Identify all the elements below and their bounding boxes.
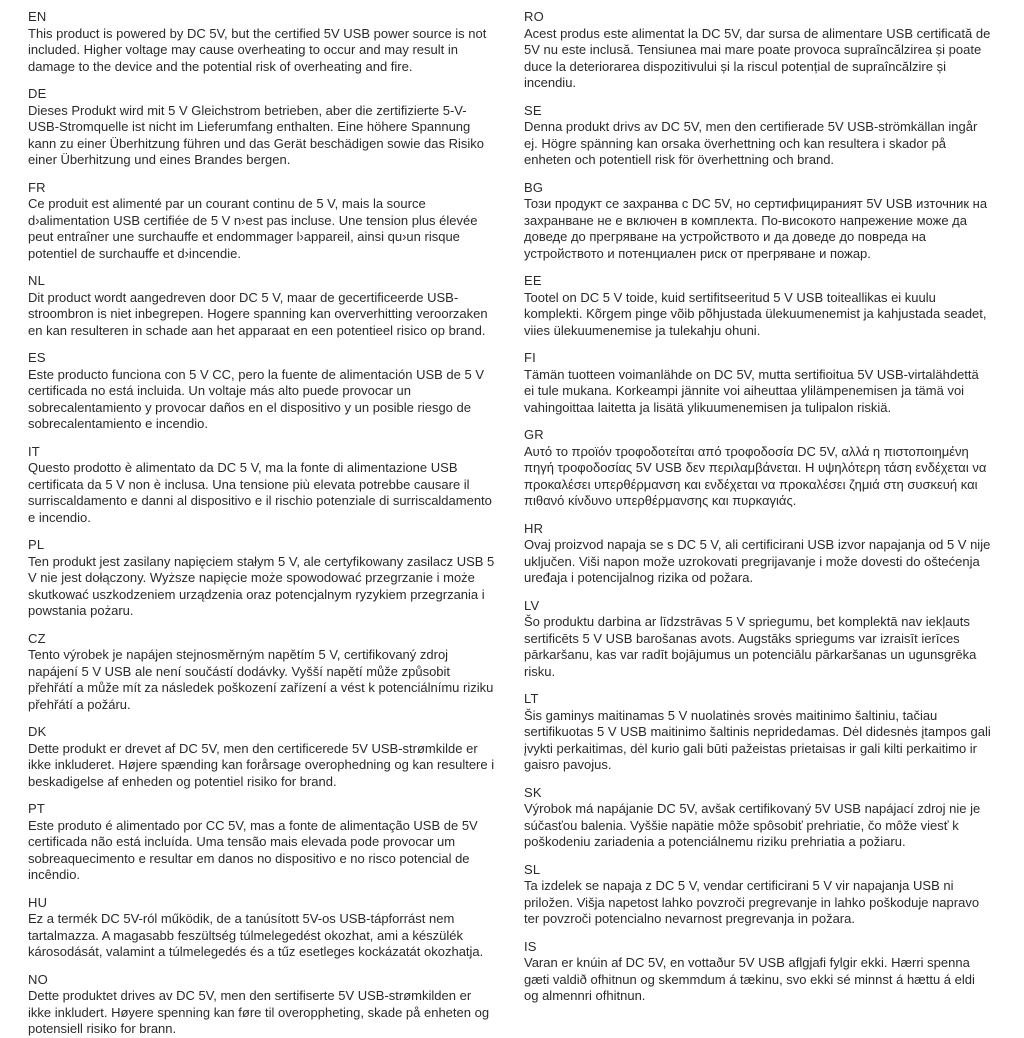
language-text: Ten produkt jest zasilany napięciem stałym 5 V, ale certyfikowany zasilacz USB 5 V nie jest dołączony. Wyższe napięcie może spowodować przegrzanie i może skutkować uszkodzeniem urządzenia oraz potencjalnym ryzykiem przegrzania i powstania pożaru. <box>28 553 495 618</box>
language-code: BG <box>524 179 544 195</box>
language-text: Ta izdelek se napaja z DC 5 V, vendar certificirani 5 V vir napajanja USB ni priložen. Višja napetost lahko povzroči pregrevanje in lahko poškoduje napravo ter povzroči potencialno nevarnost pregrevanja in požara. <box>524 878 980 926</box>
language-section-pt <box>28 801 496 884</box>
language-code: HR <box>524 520 544 536</box>
language-section-fi <box>524 350 992 416</box>
language-section-fr <box>28 180 496 263</box>
language-section-sk <box>524 785 992 851</box>
language-section-no <box>28 972 496 1038</box>
language-text: Ovaj proizvod napaja se s DC 5 V, ali certificirani USB izvor napajanja od 5 V nije uključen. Viši napon može uzrokovati pregrijavanje i može dovesti do oštećenja uređaja i potencijalnog rizika od požara. <box>524 537 991 585</box>
language-text: Šo produktu darbina ar līdzstrāvas 5 V spriegumu, bet komplektā nav iekļauts sertificēts 5 V USB barošanas avots. Augstāks spriegums var izraisīt ierīces pārkaršanu, kas var radīt bojājumus un potenciālu pārkaršanas un ugunsgrēka risku. <box>524 614 977 679</box>
language-text: Tootel on DC 5 V toide, kuid sertifitseeritud 5 V USB toiteallikas ei kuulu komplekti. Kõrgem pinge võib põhjustada ülekuumenemist ja kahjustada seadet, viies ülekuumenemise ja tulekahju ohuni. <box>524 289 987 338</box>
language-section-it <box>28 444 496 527</box>
language-text: Tämän tuotteen voimanlähde on DC 5V, mutta sertifioitua 5V USB-virtalähdettä ei tule mukana. Korkeampi jännite voi aiheuttaa ylilämpenemisen ja tämä voi vahingoittaa laitetta ja lisätä ylikuumenemisen ja tulipalon riskiä. <box>524 366 979 415</box>
language-code: SK <box>524 784 542 800</box>
language-text: Ez a termék DC 5V-ról működik, de a tanúsított 5V-os USB-tápforrást nem tartalmazza. A magasabb feszültség túlmelegedést okozhat, ami a készülék károsodását, valamint a túlmelegedés és a tűz esetleges kockázatát okozhatja. <box>28 911 484 959</box>
language-section-ee <box>524 273 992 339</box>
language-code: PL <box>28 537 45 552</box>
language-text: This product is powered by DC 5V, but the certified 5V USB power source is not included. Higher voltage may cause overheating to occur and may result in damage to the device and the potential risk of overheating and fire. <box>28 25 487 74</box>
language-code: EN <box>28 9 47 24</box>
language-code: NL <box>28 273 46 288</box>
language-text: Този продукт се захранва с DC 5V, но сертифицираният 5V USB източник на захранване не е включен в комплекта. По-високото напрежение може да доведе до прегряване на устройството и да доведе до повреда на устройството и потенциален риск от прегряване и пожар. <box>524 196 988 261</box>
language-section-es <box>28 350 496 433</box>
language-text: Tento výrobek je napájen stejnosměrným napětím 5 V, certifikovaný zdroj napájení 5 V USB ale není součástí dodávky. Vyšší napětí může způsobit přehřátí a může mít za následek poškození zařízení a vést k potenciálnímu riziku přehřátí a požáru. <box>28 647 494 712</box>
language-section-cz <box>28 631 496 714</box>
language-text: Questo prodotto è alimentato da DC 5 V, ma la fonte di alimentazione USB certificata da 5 V non è inclusa. Una tensione più elevata potrebbe causare il surriscaldamento e danni al dispositivo e il rischio potenziale di surriscaldamento e incendio. <box>28 460 492 525</box>
language-section-pl <box>28 537 496 620</box>
language-section-se <box>524 103 992 169</box>
language-code: GR <box>524 427 544 442</box>
language-code: CZ <box>28 630 46 646</box>
language-text: Este produto é alimentado por CC 5V, mas a fonte de alimentação USB de 5V certificada não está incluída. Uma tensão mais elevada pode provocar um sobreaquecimento e resultar em danos no dispositivo e no risco potencial de incêndio. <box>28 817 478 882</box>
language-code: NO <box>28 971 48 987</box>
language-code: FI <box>524 350 536 365</box>
language-text: Dit product wordt aangedreven door DC 5 V, maar de gecertificeerde USB-stroombron is niet inbegrepen. Hogere spanning kan oververhitting veroorzaken en kan resulteren in schade aan het apparaat en een potentieel risico op brand. <box>28 289 488 338</box>
language-code: FR <box>28 179 46 195</box>
language-code: ES <box>28 350 46 365</box>
language-text: Varan er knúin af DC 5V, en vottaður 5V USB aflgjafi fylgir ekki. Hærri spenna gæti valdið ofhitnun og skemmdum á tækinu, svo ekki sé minnst á hættu á eldi og almennri ofhitnun. <box>524 955 975 1003</box>
language-text: Denna produkt drivs av DC 5V, men den certifierade 5V USB-strömkällan ingår ej. Högre spänning kan orsaka överhettning och kan resultera i skador på enheten och potentiell risk för överhettning och brand. <box>524 119 978 167</box>
language-section-sl <box>524 862 992 928</box>
language-section-ro <box>524 9 992 92</box>
language-text: Výrobok má napájanie DC 5V, avšak certifikovaný 5V USB napájací zdroj nie je súčasťou balenia. Vyššie napätie môže spôsobiť prehriatie, čo môže viesť k poškodeniu zariadenia a potenciálnemu riziku prehriatia a požiaru. <box>524 801 981 849</box>
language-code: LV <box>524 597 540 613</box>
language-code: EE <box>524 273 542 288</box>
language-section-nl <box>28 273 496 339</box>
right-column <box>524 9 992 1018</box>
language-text: Este producto funciona con 5 V CC, pero la fuente de alimentación USB de 5 V certificada no está incluida. Un voltaje más alto puede provocar un sobrecalentamiento y provocar daños en el dispositivo y un posible riesgo de sobrecalentamiento e incendio. <box>28 366 484 431</box>
language-section-hr <box>524 521 992 587</box>
language-section-gr <box>524 427 992 510</box>
language-code: IT <box>28 443 40 459</box>
language-code: SL <box>524 861 541 877</box>
language-code: SE <box>524 102 542 118</box>
language-text: Dieses Produkt wird mit 5 V Gleichstrom betrieben, aber die zertifizierte 5-V-USB-Stromquelle ist nicht im Lieferumfang enthalten. Eine höhere Spannung kann zu einer Überhitzung führen und das Gerät beschädigen sowie das Risiko einer Überhitzung und eines Brandes bergen. <box>28 102 484 167</box>
language-text: Šis gaminys maitinamas 5 V nuolatinės srovės maitinimo šaltiniu, tačiau sertifikuotas 5 V USB maitinimo šaltinis nepridedamas. Dėl didesnės įtampos gali įvykti perkaitimas, dėl kurio gali būti pažeistas prietaisas ir gali kilti perkaitimo ir gaisro pavojus. <box>524 707 991 772</box>
language-text: Αυτό το προϊόν τροφοδοτείται από τροφοδοσία DC 5V, αλλά η πιστοποιημένη πηγή τροφοδοσίας 5V USB δεν περιλαμβάνεται. Η υψηλότερη τάση ενδέχεται να προκαλέσει υπερθέρμανση και ενδέχεται να προκαλέσει ζημιά στη συσκευή και πιθανό κίνδυνο υπερθέρμανσης και πυρκαγιάς. <box>524 443 987 508</box>
language-code: RO <box>524 9 544 24</box>
language-code: PT <box>28 801 46 816</box>
language-text: Acest produs este alimentat la DC 5V, dar sursa de alimentare USB certificată de 5V nu este inclusă. Tensiunea mai mare poate provoca supraîncălzirea și poate duce la deteriorarea dispozitivului și la riscul potențial de supraîncălzire și incendiu. <box>524 25 991 90</box>
language-section-bg <box>524 180 992 263</box>
language-code: DK <box>28 724 47 739</box>
left-column <box>28 9 496 1036</box>
language-section-lv <box>524 598 992 681</box>
language-text: Dette produktet drives av DC 5V, men den sertifiserte 5V USB-strømkilden er ikke inkludert. Høyere spenning kan føre til overoppheting, skade på enheten og potensiell risiko for brann. <box>28 988 490 1036</box>
language-section-is <box>524 939 992 1005</box>
language-section-dk <box>28 724 496 790</box>
language-text: Ce produit est alimenté par un courant continu de 5 V, mais la source d›alimentation USB certifiée de 5 V n›est pas incluse. Une tension plus élevée peut entraîner une surchauffe et endommager l›appareil, ainsi qu›un risque potentiel de surchauffe et d›incendie. <box>28 196 478 261</box>
language-section-de <box>28 86 496 169</box>
language-text: Dette produkt er drevet af DC 5V, men den certificerede 5V USB-strømkilde er ikke inkluderet. Højere spænding kan forårsage overophedning og kan resultere i beskadigelse af enheden og potentiel risiko for brand. <box>28 740 495 789</box>
language-code: DE <box>28 86 47 101</box>
language-code: IS <box>524 938 537 954</box>
language-code: HU <box>28 894 48 910</box>
language-section-hu <box>28 895 496 961</box>
language-section-en <box>28 9 496 75</box>
language-section-lt <box>524 691 992 774</box>
language-code: LT <box>524 691 539 706</box>
